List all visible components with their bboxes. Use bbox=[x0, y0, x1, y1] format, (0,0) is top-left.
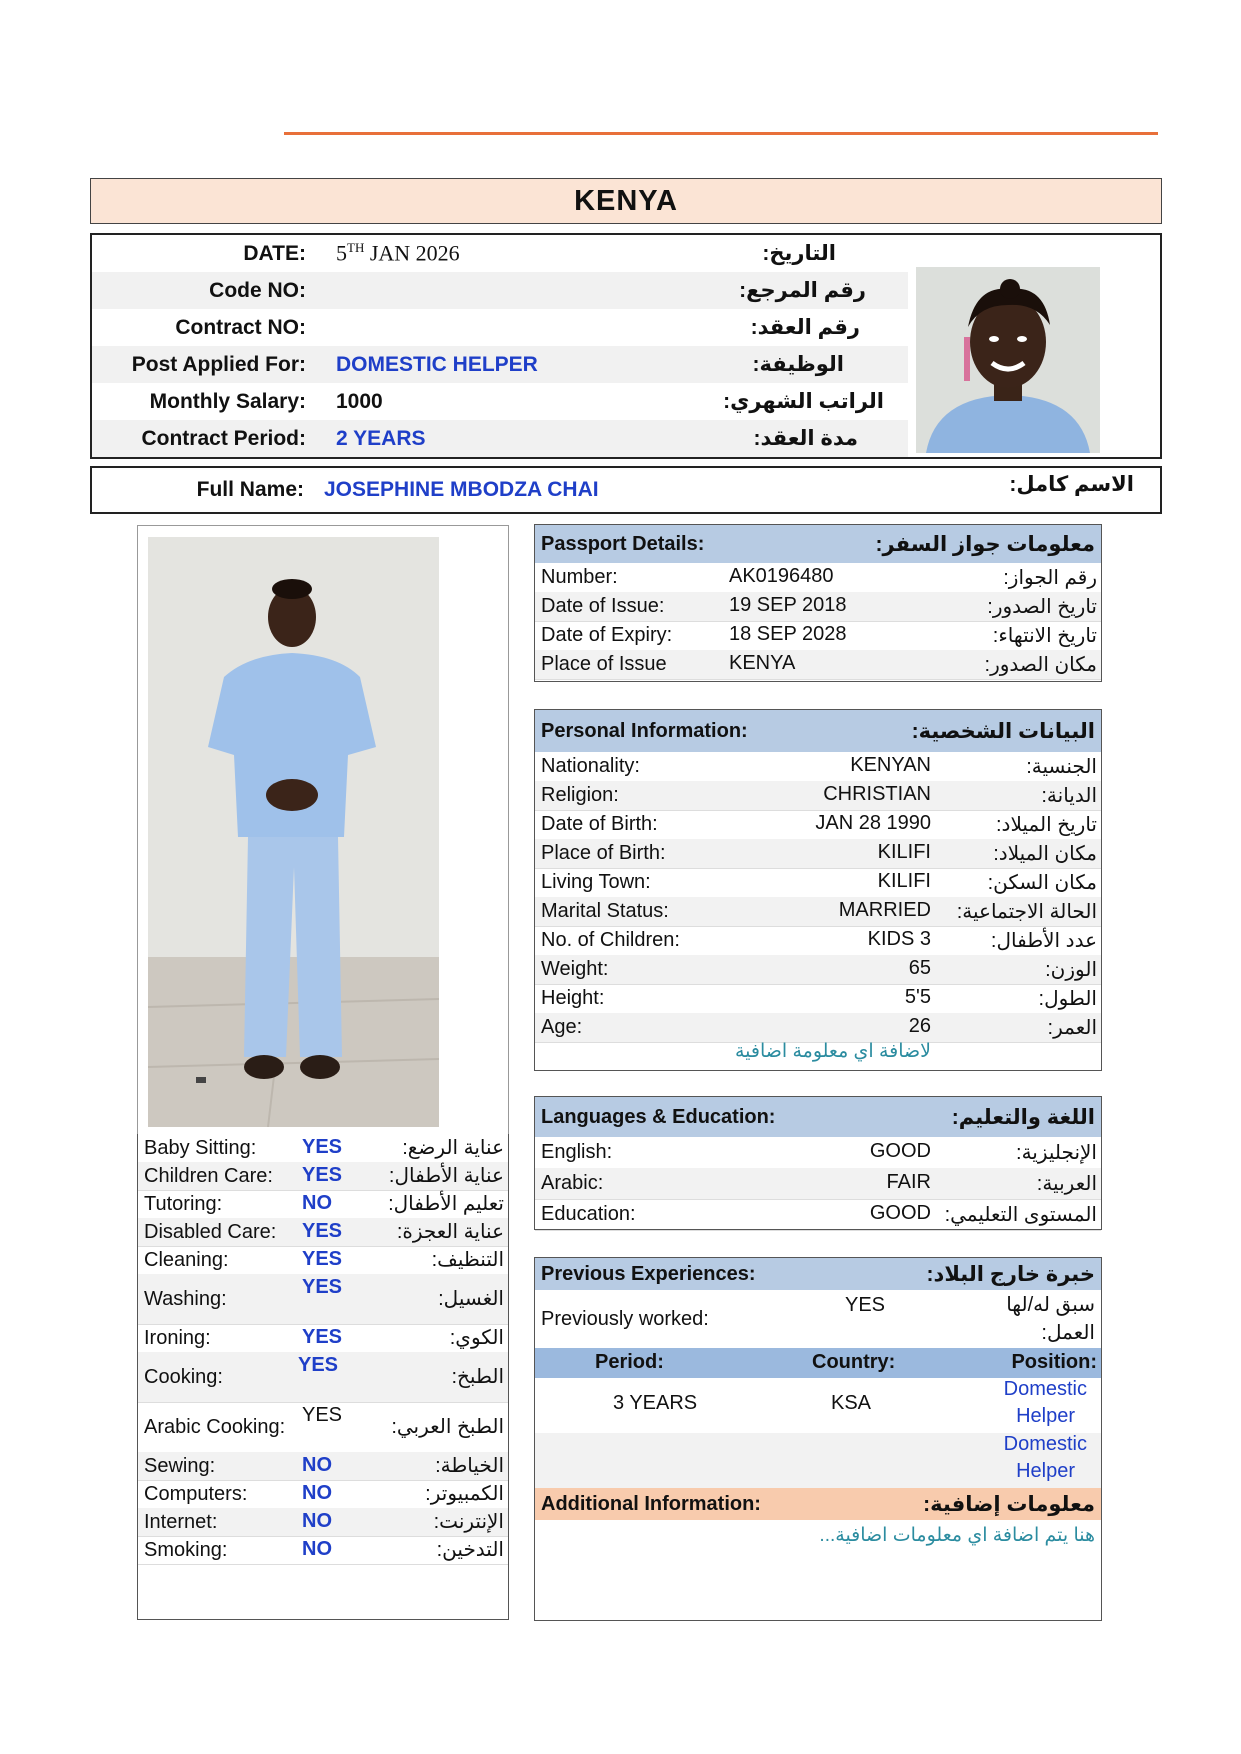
personal-field-label: Date of Birth: bbox=[541, 813, 658, 835]
personal-row bbox=[535, 752, 1101, 782]
skill-label-ar: الكمبيوتر: bbox=[425, 1483, 504, 1505]
passport-field-value: KENYA bbox=[729, 652, 796, 674]
skill-label: Cleaning: bbox=[144, 1248, 229, 1271]
previously-worked-label-ar-2: العمل: bbox=[1041, 1322, 1095, 1344]
country-title: KENYA bbox=[90, 178, 1162, 224]
personal-field-value: MARRIED bbox=[838, 899, 931, 921]
skill-label-ar: عناية العجزة: bbox=[396, 1221, 504, 1243]
personal-header bbox=[535, 710, 1101, 752]
skill-label: Baby Sitting: bbox=[144, 1136, 257, 1159]
passport-header bbox=[535, 525, 1101, 563]
personal-field-label: Marital Status: bbox=[541, 900, 669, 922]
personal-row bbox=[535, 1013, 1101, 1043]
language-field-value: GOOD bbox=[869, 1140, 931, 1162]
personal-footer-note: لاضافة اي معلومة اضافية bbox=[734, 1041, 931, 1062]
passport-field-label-ar: تاريخ الصدور: bbox=[987, 596, 1097, 618]
experience-table bbox=[534, 1257, 1102, 1621]
language-field-label: Arabic: bbox=[541, 1172, 604, 1194]
experience-columns-header bbox=[535, 1348, 1101, 1378]
skill-row bbox=[138, 1218, 508, 1247]
personal-field-label-ar: الجنسية: bbox=[1026, 756, 1097, 778]
experience-header bbox=[535, 1258, 1101, 1290]
salary-row bbox=[92, 383, 908, 420]
skill-label-ar: تعليم الأطفال: bbox=[388, 1193, 504, 1215]
skill-value: YES bbox=[302, 1136, 343, 1158]
skill-label-ar: التدخين: bbox=[436, 1539, 504, 1561]
languages-title-ar: اللغة والتعليم: bbox=[951, 1105, 1095, 1129]
personal-field-value: KILIFI bbox=[877, 870, 931, 892]
personal-table bbox=[534, 709, 1102, 1071]
skill-label: Tutoring: bbox=[144, 1192, 223, 1215]
experience-row bbox=[535, 1433, 1101, 1489]
skill-row bbox=[138, 1246, 508, 1275]
personal-field-label: Height: bbox=[541, 987, 605, 1009]
skill-value: YES bbox=[298, 1354, 339, 1376]
additional-title: Additional Information: bbox=[541, 1492, 761, 1515]
personal-row bbox=[535, 781, 1101, 811]
skill-value: YES bbox=[302, 1248, 343, 1270]
passport-field-label-ar: مكان الصدور: bbox=[984, 654, 1097, 676]
personal-field-label: Age: bbox=[541, 1016, 583, 1038]
skill-row bbox=[138, 1508, 508, 1537]
personal-field-value: KIDS 3 bbox=[867, 928, 931, 950]
personal-field-label-ar: الوزن: bbox=[1045, 959, 1097, 981]
passport-row bbox=[535, 592, 1101, 622]
skill-label: Ironing: bbox=[144, 1326, 211, 1349]
languages-table bbox=[534, 1096, 1102, 1230]
skill-row bbox=[138, 1352, 508, 1403]
skill-row bbox=[138, 1452, 508, 1481]
language-field-label-ar: العربية: bbox=[1036, 1173, 1097, 1195]
contract-no-label: Contract NO: bbox=[175, 315, 306, 339]
language-row bbox=[535, 1199, 1101, 1231]
code-label: Code NO: bbox=[209, 278, 306, 302]
personal-field-label: No. of Children: bbox=[541, 929, 680, 951]
skill-value: YES bbox=[302, 1326, 343, 1348]
personal-row bbox=[535, 926, 1101, 956]
skill-value: NO bbox=[302, 1454, 332, 1476]
personal-field-label-ar: مكان السكن: bbox=[987, 872, 1097, 894]
personal-field-label-ar: مكان الميلاد: bbox=[993, 843, 1097, 865]
personal-field-label-ar: الديانة: bbox=[1041, 785, 1097, 807]
passport-field-label: Date of Issue: bbox=[541, 595, 665, 617]
additional-title-ar: معلومات إضافية: bbox=[923, 1492, 1095, 1516]
experience-title-ar: خبرة خارج البلاد: bbox=[926, 1262, 1095, 1286]
personal-field-value: 26 bbox=[908, 1015, 931, 1037]
personal-field-label-ar: تاريخ الميلاد: bbox=[996, 814, 1097, 836]
passport-row bbox=[535, 563, 1101, 593]
experience-country: KSA bbox=[831, 1392, 872, 1414]
period-label: Contract Period: bbox=[141, 426, 306, 450]
personal-row bbox=[535, 839, 1101, 869]
period-row bbox=[92, 420, 908, 457]
previously-worked-label: Previously worked: bbox=[541, 1307, 709, 1330]
skill-row bbox=[138, 1536, 508, 1565]
skill-label: Internet: bbox=[144, 1510, 218, 1533]
col-country: Country: bbox=[812, 1351, 896, 1373]
previously-worked-value: YES bbox=[845, 1294, 886, 1316]
experience-position-line2: Helper bbox=[1016, 1460, 1075, 1482]
personal-field-label-ar: الطول: bbox=[1038, 988, 1097, 1010]
full-body-photo bbox=[148, 537, 439, 1127]
skill-label-ar: الخياطة: bbox=[435, 1455, 504, 1477]
language-field-label-ar: المستوى التعليمي: bbox=[944, 1204, 1097, 1226]
personal-field-value: 5'5 bbox=[904, 986, 931, 1008]
languages-header bbox=[535, 1097, 1101, 1137]
passport-field-label: Number: bbox=[541, 566, 618, 588]
passport-row bbox=[535, 621, 1101, 651]
skill-label: Computers: bbox=[144, 1482, 248, 1505]
skill-row bbox=[138, 1134, 508, 1163]
skill-value: NO bbox=[302, 1538, 332, 1560]
personal-field-value: KILIFI bbox=[877, 841, 931, 863]
personal-field-label: Weight: bbox=[541, 958, 609, 980]
personal-field-label-ar: العمر: bbox=[1047, 1017, 1097, 1039]
post-label: Post Applied For: bbox=[131, 352, 306, 376]
personal-row bbox=[535, 868, 1101, 898]
skill-label: Cooking: bbox=[144, 1365, 223, 1388]
skill-label-ar: عناية الأطفال: bbox=[388, 1165, 504, 1187]
skill-value: NO bbox=[302, 1192, 332, 1214]
passport-field-label-ar: رقم الجواز: bbox=[1003, 567, 1097, 589]
previously-worked-label-ar-1: سبق له/لها bbox=[1006, 1294, 1095, 1316]
skill-row bbox=[138, 1480, 508, 1509]
fullname-box bbox=[90, 466, 1162, 514]
col-period: Period: bbox=[595, 1351, 664, 1373]
post-row bbox=[92, 346, 908, 383]
passport-table bbox=[534, 524, 1102, 682]
skill-label-ar: الإنترنت: bbox=[433, 1511, 504, 1533]
personal-field-value: JAN 28 1990 bbox=[815, 812, 931, 834]
fullname-label: Full Name: bbox=[196, 478, 304, 501]
language-field-value: GOOD bbox=[869, 1202, 931, 1224]
col-position: Position: bbox=[1011, 1351, 1097, 1373]
passport-field-value: 19 SEP 2018 bbox=[729, 594, 847, 616]
personal-field-label-ar: عدد الأطفال: bbox=[990, 930, 1097, 952]
language-field-label: English: bbox=[541, 1141, 613, 1163]
period-label-ar: مدة العقد: bbox=[753, 427, 858, 450]
experience-title: Previous Experiences: bbox=[541, 1262, 756, 1285]
language-row bbox=[535, 1137, 1101, 1169]
personal-field-label: Place of Birth: bbox=[541, 842, 666, 864]
date-value: 5TH JAN 2026 bbox=[336, 240, 460, 266]
personal-title: Personal Information: bbox=[541, 719, 748, 742]
skill-label-ar: الغسيل: bbox=[438, 1288, 504, 1310]
skill-value: YES bbox=[302, 1276, 343, 1298]
date-row bbox=[92, 235, 908, 272]
skills-table bbox=[137, 1134, 509, 1620]
skill-row bbox=[138, 1190, 508, 1219]
skill-label-ar: عناية الرضع: bbox=[402, 1137, 504, 1159]
code-label-ar: رقم المرجع: bbox=[739, 279, 866, 302]
passport-title-ar: معلومات جواز السفر: bbox=[875, 532, 1095, 556]
passport-field-label: Place of Issue bbox=[541, 653, 667, 675]
personal-row bbox=[535, 897, 1101, 927]
skill-row bbox=[138, 1324, 508, 1353]
passport-row bbox=[535, 650, 1101, 680]
personal-field-label-ar: الحالة الاجتماعية: bbox=[956, 901, 1097, 923]
salary-value: 1000 bbox=[336, 389, 383, 413]
personal-field-value: 65 bbox=[908, 957, 931, 979]
passport-field-value: AK0196480 bbox=[729, 565, 834, 587]
personal-row bbox=[535, 810, 1101, 840]
headshot-photo bbox=[916, 267, 1100, 453]
skill-row bbox=[138, 1402, 508, 1453]
skill-label: Disabled Care: bbox=[144, 1220, 277, 1243]
experience-row bbox=[535, 1378, 1101, 1434]
skill-value: NO bbox=[302, 1482, 332, 1504]
header-rule bbox=[284, 132, 1158, 135]
date-label: DATE: bbox=[243, 241, 306, 265]
personal-field-label: Living Town: bbox=[541, 871, 651, 893]
date-label-ar: التاريخ: bbox=[762, 242, 836, 265]
personal-field-label: Nationality: bbox=[541, 755, 640, 777]
contract-no-label-ar: رقم العقد: bbox=[750, 316, 860, 339]
skill-value: YES bbox=[302, 1164, 343, 1186]
skill-label: Washing: bbox=[144, 1287, 227, 1310]
language-field-value: FAIR bbox=[886, 1171, 931, 1193]
skill-value: YES bbox=[302, 1404, 343, 1426]
skill-label: Arabic Cooking: bbox=[144, 1415, 286, 1438]
language-field-label-ar: الإنجليزية: bbox=[1016, 1142, 1097, 1164]
passport-title: Passport Details: bbox=[541, 532, 705, 555]
salary-label: Monthly Salary: bbox=[149, 389, 306, 413]
passport-field-label: Date of Expiry: bbox=[541, 624, 673, 646]
previously-worked-row bbox=[535, 1290, 1101, 1349]
personal-title-ar: البيانات الشخصية: bbox=[911, 719, 1095, 743]
personal-row bbox=[535, 955, 1101, 985]
skill-label-ar: التنظيف: bbox=[431, 1249, 504, 1271]
salary-label-ar: الراتب الشهري: bbox=[723, 390, 884, 413]
passport-field-value: 18 SEP 2028 bbox=[729, 623, 847, 645]
experience-position-line2: Helper bbox=[1016, 1405, 1075, 1427]
language-field-label: Education: bbox=[541, 1203, 636, 1225]
passport-field-label-ar: تاريخ الانتهاء: bbox=[992, 625, 1097, 647]
skill-label: Smoking: bbox=[144, 1538, 228, 1561]
post-value: DOMESTIC HELPER bbox=[336, 352, 538, 376]
language-row bbox=[535, 1168, 1101, 1200]
skill-label: Sewing: bbox=[144, 1454, 216, 1477]
experience-position-line1: Domestic bbox=[1003, 1378, 1087, 1400]
personal-field-value: KENYAN bbox=[850, 754, 931, 776]
contract-info-box bbox=[90, 233, 1162, 459]
skill-label-ar: الطبخ العربي: bbox=[391, 1416, 504, 1438]
skill-value: YES bbox=[302, 1220, 343, 1242]
post-label-ar: الوظيفة: bbox=[752, 353, 844, 376]
personal-field-label: Religion: bbox=[541, 784, 619, 806]
code-row bbox=[92, 272, 908, 309]
personal-row bbox=[535, 984, 1101, 1014]
skill-label: Children Care: bbox=[144, 1164, 273, 1187]
skill-label-ar: الطبخ: bbox=[451, 1366, 504, 1388]
contract-no-row bbox=[92, 309, 908, 346]
skill-value: NO bbox=[302, 1510, 332, 1532]
additional-note: هنا يتم اضافة اي معلومات اضافية... bbox=[819, 1525, 1095, 1546]
fullname-value: JOSEPHINE MBODZA CHAI bbox=[324, 478, 599, 501]
skill-row bbox=[138, 1274, 508, 1325]
experience-position-line1: Domestic bbox=[1003, 1433, 1087, 1455]
languages-title: Languages & Education: bbox=[541, 1105, 776, 1128]
fullname-label-ar: الاسم كامل: bbox=[1009, 473, 1134, 496]
experience-period: 3 YEARS bbox=[613, 1392, 698, 1414]
additional-header bbox=[535, 1488, 1101, 1520]
skill-row bbox=[138, 1162, 508, 1191]
period-value: 2 YEARS bbox=[336, 426, 426, 450]
personal-field-value: CHRISTIAN bbox=[823, 783, 931, 805]
skill-label-ar: الكوي: bbox=[449, 1327, 504, 1349]
